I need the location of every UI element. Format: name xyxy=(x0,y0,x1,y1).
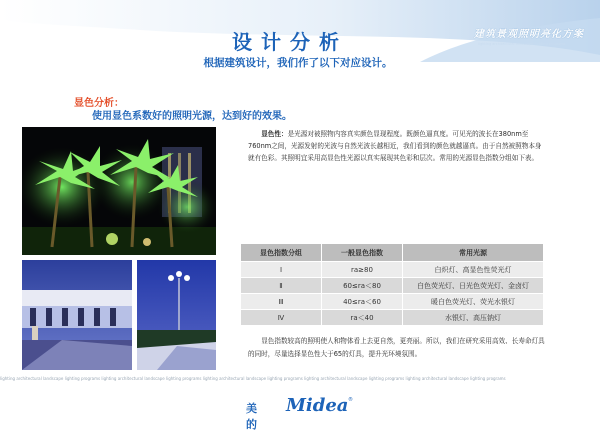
table-cell: ra＜40 xyxy=(322,310,403,326)
table-cell: Ⅰ xyxy=(241,262,322,278)
table-header-cell: 显色指数分组 xyxy=(241,244,322,262)
table-row xyxy=(241,262,544,278)
table-row xyxy=(241,310,544,326)
table-header-cell: 一般显色指数 xyxy=(322,244,403,262)
logo-english-text: Midea xyxy=(286,395,349,416)
table-row xyxy=(241,294,544,310)
table-cell: Ⅱ xyxy=(241,278,322,294)
table-cell: 60≤ra＜80 xyxy=(322,278,403,294)
plaza-night-photo xyxy=(22,260,132,370)
section-subheading: 使用显色系数好的照明光源，达到好的效果。 xyxy=(92,111,292,122)
conclusion-paragraph: 显色指数较高的照明使人和物体看上去更自然，更亮丽。所以，我们在研究采用高效、长寿命灯具的同时，尽量选择显色性大于65的灯具，提升光环境氛围。 xyxy=(248,337,545,358)
palm-trees-night-photo xyxy=(22,127,216,255)
paragraph-lead: 显色性： xyxy=(261,130,288,138)
table-cell: ra≥80 xyxy=(322,262,403,278)
table-cell: Ⅲ xyxy=(241,294,322,310)
table-row xyxy=(241,278,544,294)
brand-subtitle: lighting architectural landscape lighting programs xyxy=(478,42,566,46)
footer-strip: lighting architectural landscape lighting programs lighting architectural landscape lighting programs lighting architectural landscape lighting programs lighting architectural landscape lighting programs lighting architectural landscape lighting programs xyxy=(0,376,506,381)
color-rendering-paragraph xyxy=(248,128,548,164)
registered-mark: ® xyxy=(348,397,353,403)
brand-title: 建筑景观照明亮化方案 xyxy=(474,29,584,40)
table-cell: Ⅳ xyxy=(241,310,322,326)
page-subtitle: 根据建筑设计，我们作了以下对应设计。 xyxy=(203,57,393,69)
color-index-table xyxy=(240,243,544,326)
table-cell: 白色荧光灯、日光色荧光灯、金卤灯 xyxy=(403,278,544,294)
table-cell: 水银灯、高压钠灯 xyxy=(403,310,544,326)
table-cell: 暖白色荧光灯、荧光水银灯 xyxy=(403,294,544,310)
table-header-cell: 常用光源 xyxy=(403,244,544,262)
table-cell: 40≤ra＜60 xyxy=(322,294,403,310)
paragraph-text: 是光源对被照物内容真实颜色显现程度。既颜色逼真度。可见光的波长在380nm至760nm之间，光源发射的光波与自然光波长越相近，我们看到的颜色就越逼真。由于自然被照物本身就有色彩。其照明宜采用高显色性光源以真实展现其色彩和层次。常用的光源显色指数分组如下表。 xyxy=(248,130,542,162)
table-header-row xyxy=(241,244,544,262)
table-cell: 白炽灯、高显色性荧光灯 xyxy=(403,262,544,278)
street-lamp-photo xyxy=(137,260,216,370)
logo-chinese-text: 美的 xyxy=(246,402,257,431)
section-heading: 显色分析： xyxy=(74,98,124,109)
page-title: 设计分析 xyxy=(232,30,348,54)
